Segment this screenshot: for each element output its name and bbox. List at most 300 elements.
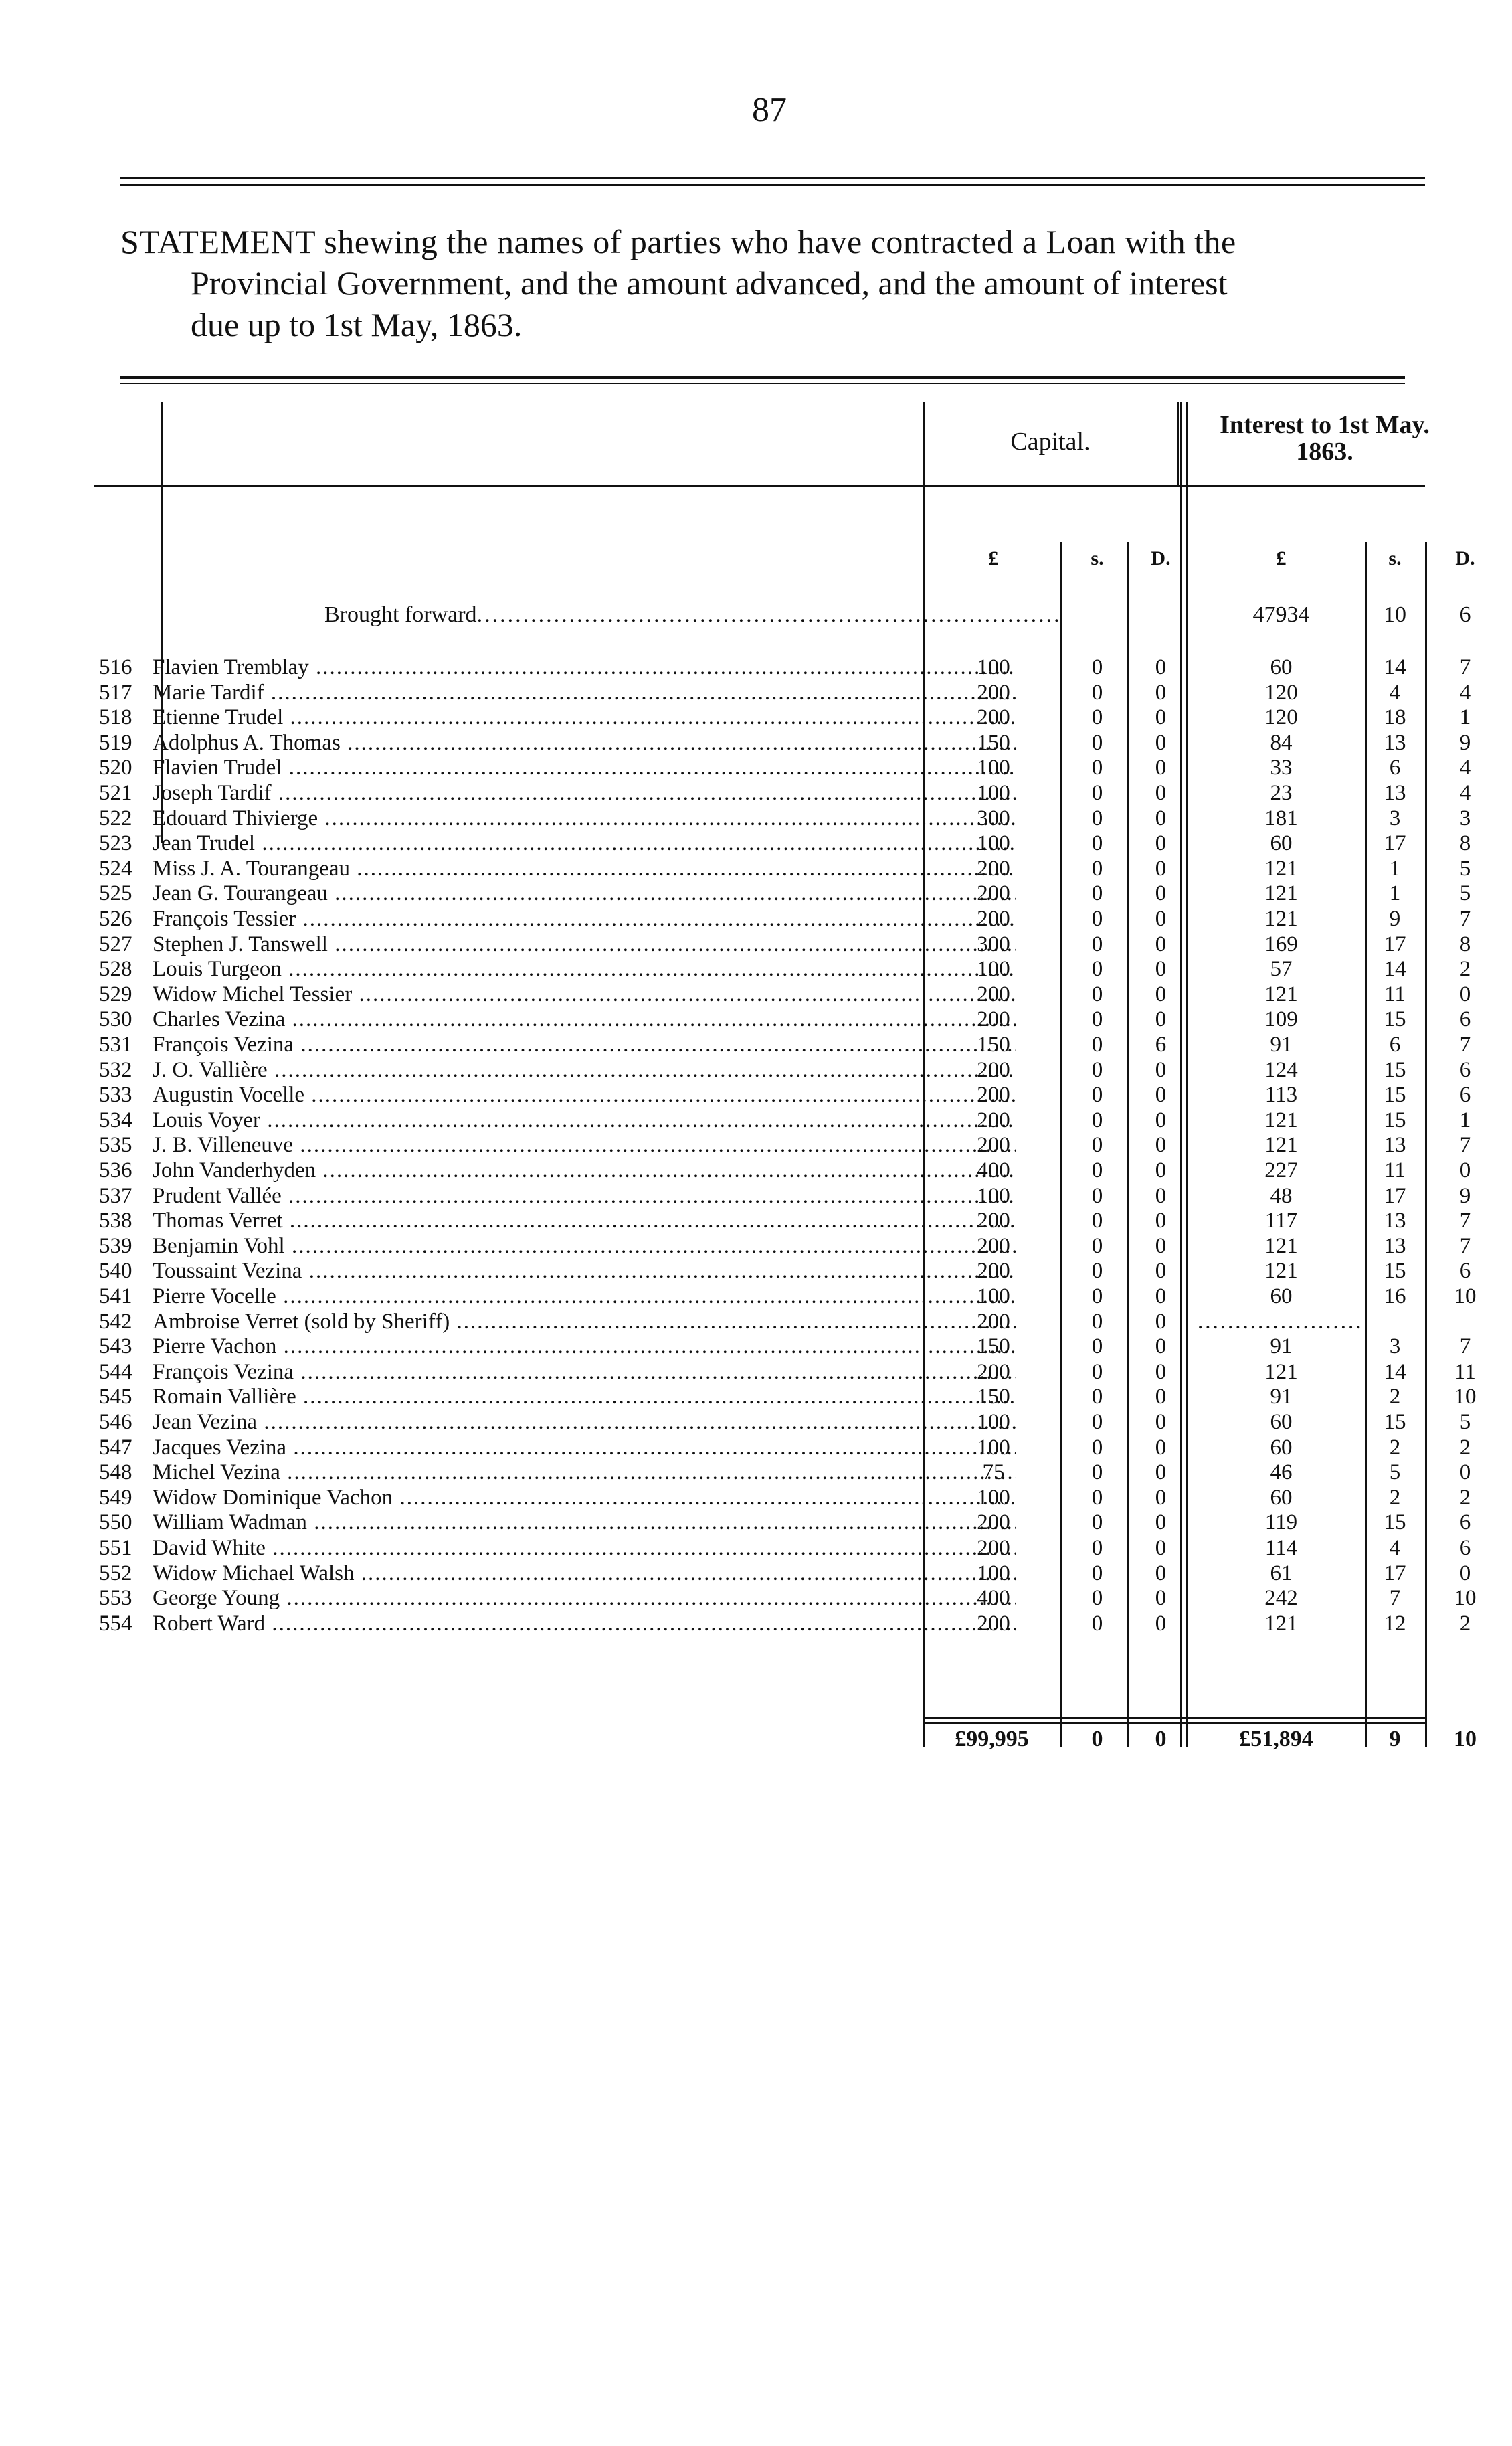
entry-number: 530 [99, 1007, 132, 1032]
interest-pence: 2 [1459, 957, 1471, 982]
table-row [94, 1409, 1471, 1435]
interest-pence: 4 [1459, 756, 1471, 780]
interest-pounds: 227 [1264, 1158, 1298, 1183]
interest-pounds: 121 [1264, 1611, 1298, 1636]
capital-shillings: 0 [1091, 932, 1103, 956]
capital-shillings: 0 [1091, 957, 1103, 982]
capital-shillings: 0 [1091, 881, 1103, 906]
capital-shillings: 0 [1091, 1158, 1103, 1183]
capital-pounds: 200 [977, 1007, 1010, 1032]
interest-pounds: 60 [1270, 831, 1293, 856]
interest-pounds: 181 [1264, 806, 1298, 831]
table-row [94, 780, 1471, 806]
interest-pounds: 57 [1270, 957, 1293, 982]
entry-number: 545 [99, 1385, 132, 1409]
interest-pence: 10 [1454, 1385, 1477, 1409]
capital-pounds: 150 [977, 1385, 1010, 1409]
borrower-name: François Vezina ..... [153, 1359, 1016, 1385]
capital-pence: 0 [1155, 856, 1167, 881]
interest-shillings: 13 [1384, 1133, 1406, 1158]
interest-shillings: 2 [1389, 1435, 1401, 1460]
borrower-name: Prudent Vallée ..... [153, 1183, 1016, 1209]
capital-pence: 0 [1155, 881, 1167, 906]
table-row [94, 680, 1471, 705]
capital-shillings: 0 [1091, 1611, 1103, 1636]
entry-number: 525 [99, 881, 132, 906]
borrower-name: François Tessier ..... [153, 906, 1016, 932]
capital-pounds: 200 [977, 1536, 1010, 1560]
capital-pence: 0 [1155, 1259, 1167, 1284]
capital-shillings: 0 [1091, 1334, 1103, 1359]
brought-forward-interest-pounds: 47934 [1252, 602, 1310, 627]
borrower-name: Stephen J. Tanswell ..... [153, 932, 1016, 957]
interest-pence: 4 [1459, 680, 1471, 705]
interest-pounds: 60 [1270, 1284, 1293, 1308]
entry-number: 538 [99, 1209, 132, 1233]
capital-shillings: 0 [1091, 907, 1103, 931]
capital-pence: 0 [1155, 1485, 1167, 1510]
capital-pounds: 200 [977, 1057, 1010, 1082]
interest-shillings: 14 [1384, 957, 1406, 982]
interest-pounds: 114 [1264, 1536, 1298, 1560]
interest-shillings: 13 [1384, 1233, 1406, 1258]
interest-pence: 4 [1459, 781, 1471, 805]
capital-pounds: 150 [977, 730, 1010, 755]
capital-pence: 0 [1155, 1586, 1167, 1611]
capital-shillings: 0 [1091, 655, 1103, 679]
table-row [94, 1007, 1471, 1032]
interest-pence: 5 [1459, 856, 1471, 881]
interest-pence: 5 [1459, 881, 1471, 906]
entry-number: 540 [99, 1259, 132, 1284]
interest-shillings: 1 [1389, 856, 1401, 881]
interest-blank-dots: ...................... [1198, 1309, 1363, 1334]
capital-header: Capital. [1010, 428, 1091, 456]
interest-shillings: 6 [1389, 1033, 1401, 1057]
capital-pence: 0 [1155, 1108, 1167, 1132]
borrower-name: Miss J. A. Tourangeau ..... [153, 856, 1016, 881]
table-row [94, 755, 1471, 780]
interest-pence: 0 [1459, 982, 1471, 1007]
table-row [94, 1284, 1477, 1309]
interest-pounds: 121 [1264, 1233, 1298, 1258]
interest-shillings: 15 [1384, 1083, 1406, 1108]
entry-number: 517 [99, 680, 132, 705]
interest-shillings: 2 [1389, 1485, 1401, 1510]
entry-number: 539 [99, 1233, 132, 1258]
borrower-name: Widow Dominique Vachon ..... [153, 1485, 1016, 1510]
capital-pounds: 100 [977, 1410, 1010, 1434]
interest-shillings: 11 [1384, 1158, 1406, 1183]
interest-pence: 6 [1459, 1510, 1471, 1535]
entry-number: 553 [99, 1586, 132, 1611]
entry-number: 524 [99, 856, 132, 881]
interest-pence: 5 [1459, 1410, 1471, 1434]
capital-shillings: 0 [1091, 1209, 1103, 1233]
interest-pence: 6 [1459, 1057, 1471, 1082]
capital-pounds: 100 [977, 1435, 1010, 1460]
interest-pence: 0 [1459, 1158, 1471, 1183]
table-row [94, 1183, 1471, 1209]
capital-shillings: 0 [1091, 1536, 1103, 1560]
interest-shillings: 17 [1384, 1183, 1406, 1208]
interest-pence: 2 [1459, 1485, 1471, 1510]
capital-pence: 0 [1155, 1435, 1167, 1460]
capital-pounds: 200 [977, 680, 1010, 705]
brought-forward-interest-shillings: 10 [1384, 602, 1406, 627]
interest-shillings: 15 [1384, 1410, 1406, 1434]
borrower-name: Widow Michel Tessier ..... [153, 982, 1016, 1007]
interest-shillings: 3 [1389, 806, 1401, 831]
table-row [94, 982, 1471, 1007]
borrower-name: Thomas Verret ..... [153, 1208, 1016, 1233]
interest-shillings: 14 [1384, 1359, 1406, 1384]
capital-pence: 0 [1155, 1158, 1167, 1183]
entry-number: 527 [99, 932, 132, 956]
interest-pence: 7 [1459, 1233, 1471, 1258]
interest-pounds: 121 [1264, 907, 1298, 931]
interest-shillings: 6 [1389, 756, 1401, 780]
interest-shillings: 3 [1389, 1334, 1401, 1359]
capital-pounds: 200 [977, 907, 1010, 931]
unit-capital-shillings: s. [1091, 547, 1104, 570]
capital-pence: 0 [1155, 1209, 1167, 1233]
interest-pence: 3 [1459, 806, 1471, 831]
capital-pence: 6 [1155, 1033, 1167, 1057]
capital-shillings: 0 [1091, 831, 1103, 856]
borrower-name: J. B. Villeneuve ..... [153, 1132, 1016, 1158]
capital-pounds: 200 [977, 1259, 1010, 1284]
capital-pence: 0 [1155, 1007, 1167, 1032]
unit-interest-pounds: £ [1276, 547, 1287, 570]
capital-pounds: 200 [977, 1309, 1010, 1334]
capital-shillings: 0 [1091, 856, 1103, 881]
table-row [94, 730, 1471, 756]
capital-pence: 0 [1155, 1611, 1167, 1636]
total-capital-pence: 0 [1155, 1727, 1167, 1751]
entry-number: 526 [99, 907, 132, 931]
borrower-name: Adolphus A. Thomas ..... [153, 730, 1016, 756]
capital-shillings: 0 [1091, 730, 1103, 755]
capital-shillings: 0 [1091, 1183, 1103, 1208]
capital-shillings: 0 [1091, 1108, 1103, 1132]
interest-shillings: 17 [1384, 831, 1406, 856]
borrower-name: Augustin Vocelle ..... [153, 1082, 1016, 1108]
capital-shillings: 0 [1091, 1460, 1103, 1485]
capital-pounds: 100 [977, 1284, 1010, 1308]
interest-pence: 7 [1459, 1133, 1471, 1158]
interest-pence: 7 [1459, 1209, 1471, 1233]
borrower-name: Marie Tardif ..... [153, 680, 1016, 705]
capital-pence: 0 [1155, 1385, 1167, 1409]
interest-pence: 10 [1454, 1284, 1477, 1308]
entry-number: 537 [99, 1183, 132, 1208]
interest-pounds: 46 [1270, 1460, 1293, 1485]
borrower-name: Etienne Trudel ..... [153, 705, 1016, 730]
table-row [94, 1510, 1471, 1535]
entry-number: 549 [99, 1485, 132, 1510]
table-row [94, 1208, 1471, 1233]
entry-number: 542 [99, 1309, 132, 1334]
title-line-2: Provincial Government, and the amount advanced, and the amount of interest [191, 264, 1228, 302]
table-row [94, 1535, 1471, 1561]
table-row [94, 1233, 1471, 1259]
capital-pence: 0 [1155, 680, 1167, 705]
capital-pence: 0 [1155, 1561, 1167, 1585]
capital-pounds: 100 [977, 957, 1010, 982]
borrower-name: Edouard Thivierge ..... [153, 806, 1016, 831]
capital-pounds: 200 [977, 881, 1010, 906]
statement-title [120, 221, 1425, 345]
entry-number: 541 [99, 1284, 132, 1308]
borrower-name: Robert Ward ..... [153, 1611, 1016, 1636]
capital-shillings: 0 [1091, 1410, 1103, 1434]
capital-pence: 0 [1155, 982, 1167, 1007]
entry-number: 535 [99, 1133, 132, 1158]
title-line-1: STATEMENT shewing the names of parties who have contracted a Loan with the [120, 223, 1236, 260]
borrower-name: Louis Voyer ..... [153, 1108, 1016, 1133]
interest-shillings: 15 [1384, 1259, 1406, 1284]
interest-pounds: 60 [1270, 1435, 1293, 1460]
capital-shillings: 0 [1091, 1083, 1103, 1108]
borrower-name: Jacques Vezina ..... [153, 1435, 1016, 1460]
interest-pounds: 23 [1270, 781, 1293, 805]
interest-shillings: 16 [1384, 1284, 1406, 1308]
capital-pounds: 200 [977, 856, 1010, 881]
table-row [94, 1460, 1471, 1485]
capital-pounds: 200 [977, 705, 1010, 730]
capital-pence: 0 [1155, 655, 1167, 679]
entry-number: 532 [99, 1057, 132, 1082]
borrower-name: François Vezina ..... [153, 1032, 1016, 1057]
interest-shillings: 1 [1389, 881, 1401, 906]
interest-shillings: 17 [1384, 1561, 1406, 1585]
capital-shillings: 0 [1091, 1510, 1103, 1535]
capital-pence: 0 [1155, 1359, 1167, 1384]
capital-pounds: 100 [977, 1485, 1010, 1510]
interest-pence: 7 [1459, 907, 1471, 931]
capital-pence: 0 [1155, 781, 1167, 805]
capital-pounds: 300 [977, 806, 1010, 831]
interest-pence: 6 [1459, 1007, 1471, 1032]
table-row [94, 906, 1471, 932]
capital-shillings: 0 [1091, 705, 1103, 730]
interest-pounds: 33 [1270, 756, 1293, 780]
total-interest-shillings: 9 [1389, 1727, 1401, 1751]
interest-shillings: 11 [1384, 982, 1406, 1007]
entry-number: 522 [99, 806, 132, 831]
entry-number: 543 [99, 1334, 132, 1359]
interest-pounds: 60 [1270, 1485, 1293, 1510]
interest-shillings: 15 [1384, 1510, 1406, 1535]
capital-pence: 0 [1155, 1233, 1167, 1258]
interest-shillings: 15 [1384, 1108, 1406, 1132]
capital-pence: 0 [1155, 907, 1167, 931]
table-row [94, 806, 1471, 831]
interest-shillings: 14 [1384, 655, 1406, 679]
capital-pounds: 200 [977, 1209, 1010, 1233]
capital-pence: 0 [1155, 705, 1167, 730]
capital-pence: 0 [1155, 1510, 1167, 1535]
capital-pence: 0 [1155, 806, 1167, 831]
interest-pence: 9 [1459, 730, 1471, 755]
unit-interest-shillings: s. [1388, 547, 1402, 570]
capital-pence: 0 [1155, 1083, 1167, 1108]
borrower-name: George Young ..... [153, 1585, 1016, 1611]
capital-pounds: 100 [977, 1183, 1010, 1208]
interest-shillings: 15 [1384, 1057, 1406, 1082]
total-capital-shillings: 0 [1091, 1727, 1103, 1751]
borrower-name: Toussaint Vezina ..... [153, 1258, 1016, 1284]
interest-pence: 8 [1459, 831, 1471, 856]
capital-pence: 0 [1155, 1460, 1167, 1485]
capital-shillings: 0 [1091, 1435, 1103, 1460]
entry-number: 534 [99, 1108, 132, 1132]
borrower-name: Romain Vallière ..... [153, 1384, 1016, 1409]
interest-pounds: 60 [1270, 655, 1293, 679]
capital-pounds: 200 [977, 1083, 1010, 1108]
table-row [94, 705, 1471, 730]
borrower-name: Flavien Tremblay ..... [153, 654, 1016, 680]
table-row [94, 654, 1471, 680]
interest-pounds: 121 [1264, 881, 1298, 906]
table-row [94, 1108, 1471, 1133]
interest-pounds: 121 [1264, 856, 1298, 881]
capital-pounds: 200 [977, 1108, 1010, 1132]
borrower-name: Benjamin Vohl ..... [153, 1233, 1016, 1259]
capital-pounds: 100 [977, 831, 1010, 856]
interest-shillings: 13 [1384, 1209, 1406, 1233]
interest-pounds: 169 [1264, 932, 1298, 956]
borrower-name: Flavien Trudel ..... [153, 755, 1016, 780]
capital-pounds: 400 [977, 1586, 1010, 1611]
borrower-name: J. O. Vallière ..... [153, 1057, 1016, 1083]
interest-pence: 6 [1459, 1083, 1471, 1108]
capital-shillings: 0 [1091, 1309, 1103, 1334]
interest-header-line2: 1863. [1296, 438, 1353, 466]
capital-pounds: 200 [977, 1233, 1010, 1258]
capital-pence: 0 [1155, 957, 1167, 982]
interest-header-line1: Interest to 1st May. [1220, 411, 1430, 439]
capital-shillings: 0 [1091, 1284, 1103, 1308]
borrower-name: Jean G. Tourangeau ..... [153, 881, 1016, 906]
borrower-name: Jean Trudel ..... [153, 831, 1016, 856]
capital-pence: 0 [1155, 1057, 1167, 1082]
interest-pounds: 121 [1264, 1133, 1298, 1158]
capital-pounds: 200 [977, 1359, 1010, 1384]
interest-shillings: 7 [1389, 1586, 1401, 1611]
capital-pounds: 300 [977, 932, 1010, 956]
capital-shillings: 0 [1091, 1259, 1103, 1284]
interest-pence: 6 [1459, 1259, 1471, 1284]
interest-pounds: 61 [1270, 1561, 1293, 1585]
entry-number: 550 [99, 1510, 132, 1535]
entry-number: 554 [99, 1611, 132, 1636]
table-row [94, 1611, 1471, 1636]
capital-pounds: 100 [977, 756, 1010, 780]
table-row [94, 1158, 1471, 1183]
borrower-name: Jean Vezina ..... [153, 1409, 1016, 1435]
interest-shillings: 2 [1389, 1385, 1401, 1409]
capital-pounds: 100 [977, 655, 1010, 679]
interest-pounds: 91 [1270, 1334, 1293, 1359]
capital-pounds: 200 [977, 982, 1010, 1007]
interest-pounds: 113 [1264, 1083, 1298, 1108]
entry-number: 519 [99, 730, 132, 755]
unit-capital-pence: D. [1151, 547, 1171, 570]
interest-pence: 7 [1459, 655, 1471, 679]
table-row [94, 1082, 1471, 1108]
interest-shillings: 4 [1389, 1536, 1401, 1560]
capital-pence: 0 [1155, 1309, 1167, 1334]
interest-shillings: 4 [1389, 680, 1401, 705]
interest-pence: 7 [1459, 1334, 1471, 1359]
interest-pounds: 120 [1264, 680, 1298, 705]
entry-number: 523 [99, 831, 132, 856]
interest-pounds: 60 [1270, 1410, 1293, 1434]
total-capital-pounds: £99,995 [955, 1727, 1029, 1751]
interest-pounds: 121 [1264, 1259, 1298, 1284]
table-row [94, 1359, 1476, 1385]
interest-pounds: 109 [1264, 1007, 1298, 1032]
capital-shillings: 0 [1091, 1233, 1103, 1258]
borrower-name: Joseph Tardif ..... [153, 780, 1016, 806]
interest-shillings: 17 [1384, 932, 1406, 956]
interest-pounds: 242 [1264, 1586, 1298, 1611]
table-row [94, 1132, 1471, 1158]
capital-pounds: 200 [977, 1133, 1010, 1158]
interest-pounds: 91 [1270, 1033, 1293, 1057]
capital-pence: 0 [1155, 1133, 1167, 1158]
interest-pounds: 121 [1264, 982, 1298, 1007]
capital-pence: 0 [1155, 1183, 1167, 1208]
brought-forward-text: Brought forward [324, 602, 477, 627]
borrower-name: Charles Vezina ..... [153, 1007, 1016, 1032]
table-row [94, 831, 1471, 856]
table-row [94, 1585, 1477, 1611]
entry-number: 529 [99, 982, 132, 1007]
table-row [94, 881, 1471, 906]
capital-pence: 0 [1155, 1334, 1167, 1359]
entry-number: 552 [99, 1561, 132, 1585]
entry-number: 533 [99, 1083, 132, 1108]
entry-number: 546 [99, 1410, 132, 1434]
capital-pence: 0 [1155, 831, 1167, 856]
table-row [94, 1258, 1471, 1284]
interest-pence: 1 [1459, 1108, 1471, 1132]
capital-shillings: 0 [1091, 1385, 1103, 1409]
capital-pence: 0 [1155, 1410, 1167, 1434]
borrower-name: Ambroise Verret (sold by Sheriff) ..... [153, 1309, 1016, 1334]
table-row [94, 932, 1471, 957]
capital-shillings: 0 [1091, 806, 1103, 831]
table-row [94, 1485, 1471, 1510]
entry-number: 528 [99, 957, 132, 982]
capital-pounds: 400 [977, 1158, 1010, 1183]
interest-pence: 6 [1459, 1536, 1471, 1560]
entry-number: 548 [99, 1460, 132, 1485]
table-row [94, 1032, 1471, 1057]
interest-pounds: 121 [1264, 1108, 1298, 1132]
table-row [94, 1057, 1471, 1083]
borrower-name: Pierre Vocelle ..... [153, 1284, 1016, 1309]
capital-shillings: 0 [1091, 1007, 1103, 1032]
borrower-name: David White ..... [153, 1535, 1016, 1561]
interest-shillings: 15 [1384, 1007, 1406, 1032]
entry-number: 547 [99, 1435, 132, 1460]
borrower-name: Widow Michael Walsh ..... [153, 1561, 1016, 1586]
interest-pounds: 120 [1264, 705, 1298, 730]
